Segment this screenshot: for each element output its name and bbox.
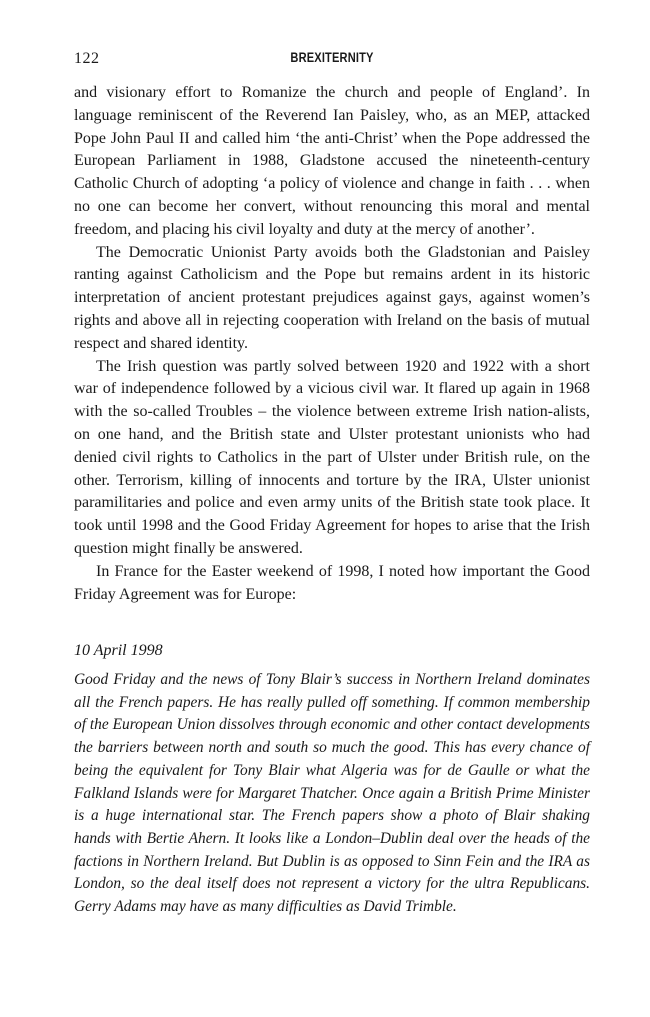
diary-entry: Good Friday and the news of Tony Blair’s success in Northern Ireland dominates all the French papers. He has really pulled off something. If common membership of the European Union dissolves through economic and other contact developments the barriers between north and south so much the good. This has every chance of being the equivalent for Tony Blair what Algeria was for de Gaulle or what the Falkland Islands were for Margaret Thatcher. Once again a British Prime Minister is a huge international star. The French papers show a photo of Blair shaking hands with Bertie Ahern. It looks like a London–Dublin deal over the heads of the factions in Northern Ireland. But Dublin is as opposed to Sinn Fein and the IRA as London, so the deal itself does not represent a victory for the ultra Republicans. Gerry Adams may have as many difficulties as David Trimble. bbox=[74, 671, 590, 916]
page-header bbox=[74, 50, 590, 72]
paragraph-3: The Irish question was partly solved between 1920 and 1922 with a short war of independence followed by a vicious civil war. It flared up again in 1968 with the so-called Troubles – the violence between extreme Irish nation-alists, on one hand, and the British state and Ulster protestant unionists who had denied civil rights to Catholics in the part of Ulster under British rule, on the other. Terrorism, killing of innocents and torture by the IRA, Ulster unionist paramilitaries and police and even army units of the British state took place. It took until 1998 and the Good Friday Agreement for hopes to arise that the Irish question might finally be answered. bbox=[74, 357, 590, 557]
diary-date: 10 April 1998 bbox=[74, 642, 163, 659]
paragraph-1: and visionary effort to Romanize the church and people of England’. In language reminiscent of the Reverend Ian Paisley, who, as an MEP, attacked Pope John Paul II and called him ‘the anti-Christ’ when the Pope addressed the European Parliament in 1988, Gladstone accused the nineteenth-century Catholic Church of adopting ‘a policy of violence and change in faith . . . when no one can become her convert, without renouncing this moral and mental freedom, and placing his civil loyalty and duty at the mercy of another’. bbox=[74, 84, 590, 238]
page-number: 122 bbox=[74, 50, 100, 67]
body-text bbox=[74, 82, 590, 606]
paragraph-4: In France for the Easter weekend of 1998, I noted how important the Good Friday Agreement was for Europe: bbox=[74, 562, 590, 603]
running-title: BREXITERNITY bbox=[290, 50, 374, 65]
paragraph-2: The Democratic Unionist Party avoids both the Gladstonian and Paisley ranting against Catholicism and the Pope but remains ardent in its historic interpretation of ancient protestant prejudices against gays, against women’s rights and above all in rejecting cooperation with Ireland on the basis of mutual respect and shared identity. bbox=[74, 243, 590, 352]
